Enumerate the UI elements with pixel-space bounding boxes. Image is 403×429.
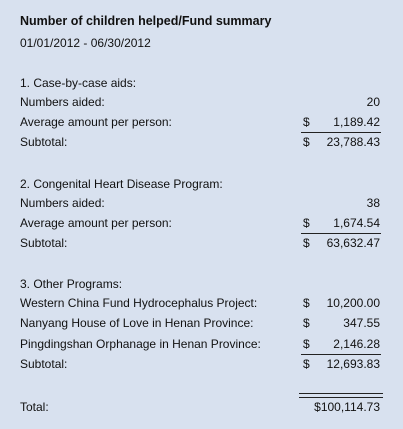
currency-sign: $ [303, 216, 310, 230]
total-label: Total: [20, 400, 49, 414]
summary-row [20, 314, 380, 332]
row-label: Western China Fund Hydrocephalus Project: [20, 296, 258, 310]
row-label: Pingdingshan Orphanage in Henan Province: [20, 337, 261, 351]
section-heading-other-programs: 3. Other Programs: [20, 277, 123, 291]
subtotal-row [20, 234, 380, 252]
row-value: 63,632.47 [326, 236, 380, 250]
subtotal-row [20, 133, 380, 151]
summary-row [20, 113, 380, 131]
summary-row [20, 294, 380, 312]
total-value: $100,114.73 [314, 400, 380, 414]
row-label: Average amount per person: [20, 115, 172, 129]
subtotal-row [20, 355, 380, 373]
row-value: 2,146.28 [333, 337, 380, 351]
currency-sign: $ [303, 357, 310, 371]
row-label: Subtotal: [20, 135, 68, 149]
total-row [20, 398, 380, 416]
row-label: Numbers aided: [20, 95, 105, 109]
currency-sign: $ [303, 296, 310, 310]
row-label: Subtotal: [20, 357, 68, 371]
row-value: 1,674.54 [333, 216, 380, 230]
row-value: 23,788.43 [326, 135, 380, 149]
summary-row [20, 93, 380, 111]
currency-sign: $ [303, 115, 310, 129]
currency-sign: $ [303, 316, 310, 330]
summary-row [20, 214, 380, 232]
row-value: 38 [366, 196, 380, 210]
row-label: Average amount per person: [20, 216, 172, 230]
row-label: Subtotal: [20, 236, 68, 250]
row-label: Nanyang House of Love in Henan Province: [20, 316, 254, 330]
date-range: 01/01/2012 - 06/30/2012 [20, 36, 151, 50]
row-value: 10,200.00 [326, 296, 380, 310]
summary-row [20, 194, 380, 212]
section-heading-case-by-case: 1. Case-by-case aids: [20, 76, 137, 90]
row-value: 1,189.42 [333, 115, 380, 129]
section-heading-chd-program: 2. Congenital Heart Disease Program: [20, 177, 223, 191]
row-label: Numbers aided: [20, 196, 105, 210]
row-value: 20 [366, 95, 380, 109]
summary-row [20, 335, 380, 353]
currency-sign: $ [303, 236, 310, 250]
row-value: 347.55 [343, 316, 380, 330]
currency-sign: $ [303, 135, 310, 149]
currency-sign: $ [303, 337, 310, 351]
row-value: 12,693.83 [326, 357, 380, 371]
page-title: Number of children helped/Fund summary [20, 14, 272, 28]
